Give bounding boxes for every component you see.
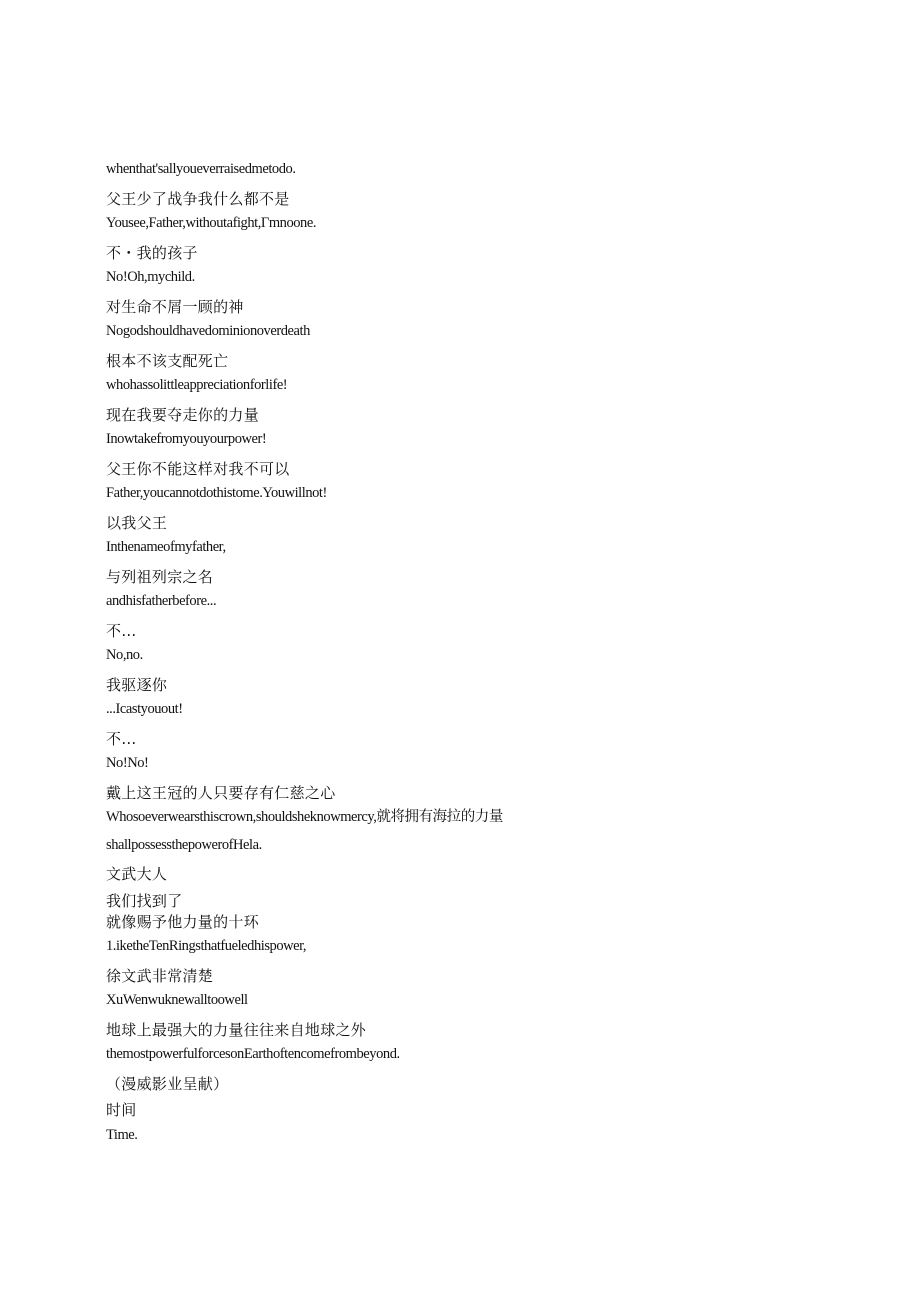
subtitle-line-english: 1.iketheTenRingsthatfueledhispower, (106, 938, 307, 954)
subtitle-line-english: whohassolittleappreciationforlife! (106, 377, 288, 393)
subtitle-line-chinese: 根本不该支配死亡 (106, 351, 229, 370)
subtitle-line-chinese: （漫威影业呈献） (106, 1074, 229, 1093)
subtitle-transcript (106, 158, 866, 1151)
subtitle-line-chinese: 我驱逐你 (106, 675, 168, 694)
subtitle-line-chinese: 不… (106, 621, 137, 640)
subtitle-line-english: Inthenameofmyfather, (106, 539, 226, 555)
subtitle-line-chinese: 文武大人 (106, 865, 168, 883)
subtitle-line-english: shallpossessthepowerofHela. (106, 836, 262, 853)
subtitle-line-chinese: 地球上最强大的力量往往来自地球之外 (106, 1020, 367, 1039)
subtitle-line-english: Inowtakefromyouyourpower! (106, 431, 267, 447)
subtitle-line-english: Time. (106, 1126, 138, 1143)
subtitle-line-english: No!Oh,mychild. (106, 269, 195, 285)
subtitle-line-chinese: 不… (106, 729, 137, 748)
subtitle-line-english: Nogodshouldhavedominionoverdeath (106, 323, 310, 339)
subtitle-line-chinese: 父王你不能这样对我不可以 (106, 459, 290, 478)
subtitle-line-english: No!No! (106, 755, 149, 771)
subtitle-line-chinese: 就像赐予他力量的十环 (106, 912, 260, 931)
subtitle-line-chinese: 戴上这王冠的人只要存有仁慈之心 (106, 783, 336, 802)
subtitle-line-english: whenthat'sallyoueverraisedmetodo. (106, 161, 296, 177)
subtitle-line-chinese: 与列祖列宗之名 (106, 567, 214, 586)
subtitle-line-english: themostpowerfulforcesonEarthoftencomefrombeyond. (106, 1046, 400, 1062)
subtitle-line-chinese: 我们找到了 (106, 891, 183, 910)
subtitle-line-english: XuWenwuknewalltoowell (106, 992, 248, 1008)
subtitle-line-english: Whosoeverwearsthiscrown,shouldsheknowmercy,就将拥有海拉的力量 (106, 809, 503, 825)
subtitle-line-chinese: 父王少了战争我什么都不是 (106, 189, 290, 208)
subtitle-line-english: Father,youcannotdothistome.Youwillnot! (106, 485, 327, 501)
subtitle-line-chinese: 时间 (106, 1101, 137, 1119)
subtitle-line-chinese: 对生命不屑一顾的神 (106, 297, 244, 316)
subtitle-line-chinese: 徐文武非常清楚 (106, 966, 214, 985)
subtitle-line-english: Yousee,Father,withoutafight,Γmnoone. (106, 215, 317, 231)
subtitle-line-chinese: 以我父王 (106, 513, 168, 532)
subtitle-line-chinese: 现在我要夺走你的力量 (106, 405, 260, 424)
subtitle-line-english: andhisfatherbefore... (106, 593, 217, 609)
subtitle-line-english: No,no. (106, 647, 143, 663)
subtitle-line-chinese: 不・我的孩子 (106, 243, 198, 262)
subtitle-line-english: ...Icastyouout! (106, 701, 183, 717)
